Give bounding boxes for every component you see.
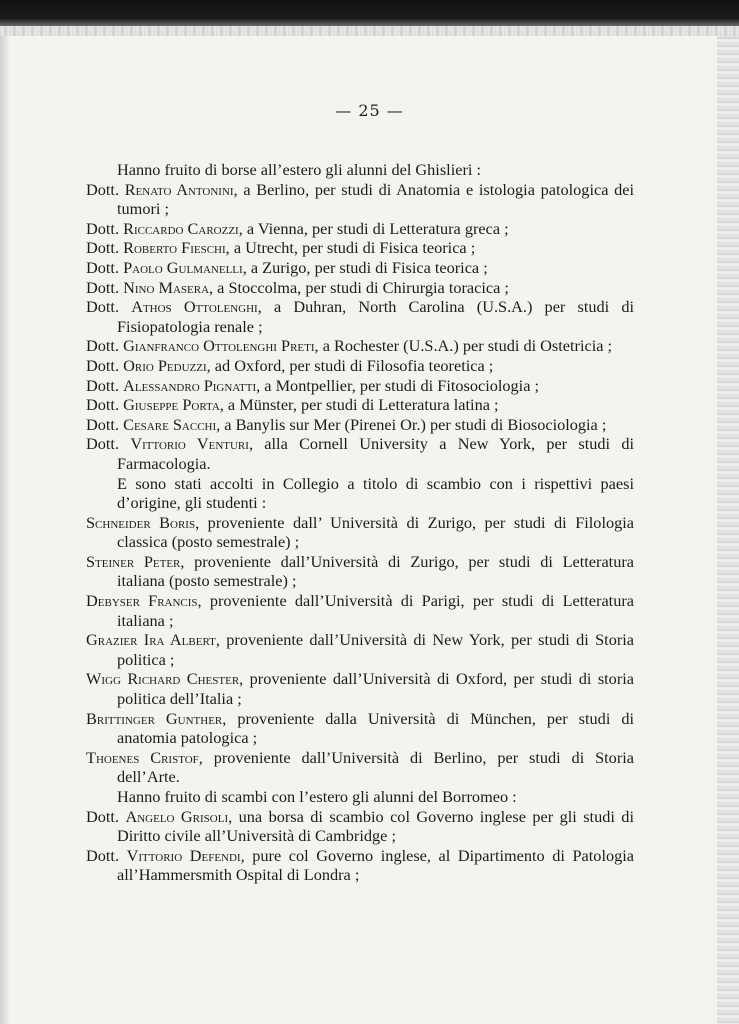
- paragraph-text: , proveniente dall’Università di Berlino, per studi di Storia dell’Arte.: [117, 747, 634, 787]
- title-prefix: Dott.: [86, 218, 124, 238]
- paragraph-text: , a Rochester (U.S.A.) per studi di Ostetricia ;: [314, 336, 613, 356]
- scan-left-edge: [0, 36, 10, 1024]
- person-name: Debyser Francis: [86, 591, 198, 611]
- title-prefix: Dott.: [86, 434, 131, 454]
- paragraph-text: Hanno fruito di borse all’estero gli alunni del Ghislieri :: [117, 160, 481, 179]
- paragraph-text: , a Banylis sur Mer (Pirenei Or.) per studi di Biosociologia ;: [216, 414, 607, 434]
- title-prefix: Dott.: [86, 238, 124, 258]
- title-prefix: Dott.: [86, 375, 124, 395]
- list-item: [86, 336, 634, 356]
- paragraph-text: , a Duhran, North Carolina (U.S.A.) per studi di Fisiopatologia renale ;: [117, 297, 635, 336]
- title-prefix: Dott.: [86, 806, 126, 826]
- list-item: [86, 258, 634, 278]
- title-prefix: Dott.: [86, 179, 125, 199]
- title-prefix: Dott.: [86, 336, 124, 356]
- paragraph-text: , proveniente dall’Università di Oxford, per studi di storia politica dell’Italia ;: [117, 669, 634, 709]
- title-prefix: Dott.: [86, 297, 132, 317]
- person-name: Gianfranco Ottolenghi Preti: [123, 336, 315, 356]
- list-item: [86, 415, 634, 435]
- person-name: Nino Masera: [123, 277, 210, 297]
- list-item: [86, 748, 634, 787]
- paragraph-text: , proveniente dall’Università di Zurigo, per studi di Letteratura italiana (posto semestrale) ;: [117, 551, 634, 591]
- paragraph-text: , a Montpellier, per studi di Fitosociologia ;: [256, 375, 540, 395]
- paragraph-text: Hanno fruito di scambi con l’estero gli alunni del Borromeo :: [117, 787, 517, 806]
- person-name: Vittorio Venturi: [130, 434, 249, 454]
- person-name: Paolo Gulmanelli: [123, 257, 243, 277]
- person-name: Cesare Sacchi: [123, 414, 217, 434]
- list-item: [86, 356, 634, 376]
- list-item: [86, 513, 634, 552]
- person-name: Wigg Richard Chester: [86, 669, 240, 689]
- title-prefix: Dott.: [86, 257, 124, 277]
- paragraph-text: , a Vienna, per studi di Letteratura greca ;: [238, 218, 509, 238]
- scan-top-edge: [0, 26, 739, 36]
- person-name: Renato Antonini: [124, 179, 234, 199]
- person-name: Riccardo Carozzi: [123, 218, 239, 238]
- paragraph-text: , a Utrecht, per studi di Fisica teorica ;: [225, 238, 476, 258]
- paragraph-text: , proveniente dall’Università di New York, per studi di Storia politica ;: [117, 630, 635, 669]
- document-body: [86, 160, 634, 885]
- paragraph-text: , alla Cornell University a New York, per studi di Farmacologia.: [117, 434, 634, 473]
- list-item: [86, 669, 634, 708]
- person-name: Grazier Ira Albert: [86, 630, 216, 650]
- scan-right-edge: [717, 36, 739, 1024]
- paragraph-text: , proveniente dalla Università di München, per studi di anatomia patologica ;: [117, 708, 634, 748]
- title-prefix: Dott.: [86, 277, 124, 297]
- paragraph-text: , a Münster, per studi di Letteratura latina ;: [219, 395, 499, 415]
- scan-top-band: [0, 0, 739, 26]
- paragraph-text: , a Zurigo, per studi di Fisica teorica ;: [242, 257, 488, 277]
- person-name: Angelo Grisoli: [125, 806, 229, 826]
- paragraph-text: , ad Oxford, per studi di Filosofia teoretica ;: [206, 355, 494, 375]
- intro-paragraph: [117, 787, 634, 807]
- list-item: [86, 591, 634, 630]
- person-name: Vittorio Defendi: [126, 845, 241, 865]
- person-name: Athos Ottolenghi: [131, 297, 258, 317]
- paragraph-text: , a Berlino, per studi di Anatomia e istologia patologica dei tumori ;: [117, 179, 634, 219]
- title-prefix: Dott.: [86, 845, 127, 865]
- list-item: [86, 807, 634, 846]
- list-item: [86, 180, 634, 219]
- list-item: [86, 434, 634, 473]
- title-prefix: Dott.: [86, 414, 124, 434]
- person-name: Alessandro Pignatti: [123, 375, 257, 395]
- title-prefix: Dott.: [86, 395, 124, 415]
- list-item: [86, 709, 634, 748]
- list-item: [86, 219, 634, 239]
- list-item: [86, 278, 634, 298]
- paragraph-text: E sono stati accolti in Collegio a titolo di scambio con i rispettivi paesi d’origine, gli studenti :: [117, 473, 634, 513]
- list-item: [86, 238, 634, 258]
- list-item: [86, 552, 634, 591]
- person-name: Thoenes Cristof: [86, 747, 199, 767]
- list-item: [86, 297, 634, 336]
- title-prefix: Dott.: [86, 355, 124, 375]
- person-name: Steiner Peter: [86, 551, 181, 571]
- list-item: [86, 846, 634, 885]
- paragraph-text: , proveniente dall’ Università di Zurigo, per studi di Filologia classica (posto semestrale) ;: [117, 512, 634, 552]
- list-item: [86, 376, 634, 396]
- person-name: Giuseppe Porta: [123, 395, 220, 415]
- paragraph-text: , una borsa di scambio col Governo inglese per gli studi di Diritto civile all’Università di Cambridge ;: [117, 806, 634, 846]
- paragraph-text: , proveniente dall’Università di Parigi, per studi di Letteratura italiana ;: [117, 591, 634, 630]
- page-number: — 25 —: [335, 101, 404, 120]
- list-item: [86, 395, 634, 415]
- person-name: Brittinger Gunther: [86, 708, 223, 728]
- person-name: Roberto Fieschi: [123, 238, 226, 258]
- person-name: Schneider Boris: [86, 512, 196, 532]
- intro-paragraph: [117, 474, 634, 513]
- person-name: Orio Peduzzi: [123, 355, 207, 375]
- paragraph-text: , pure col Governo inglese, al Dipartimento di Patologia all’Hammersmith Ospital di Londra ;: [117, 845, 635, 885]
- intro-paragraph: [117, 160, 634, 180]
- list-item: [86, 630, 634, 669]
- paragraph-text: , a Stoccolma, per studi di Chirurgia toracica ;: [209, 277, 509, 297]
